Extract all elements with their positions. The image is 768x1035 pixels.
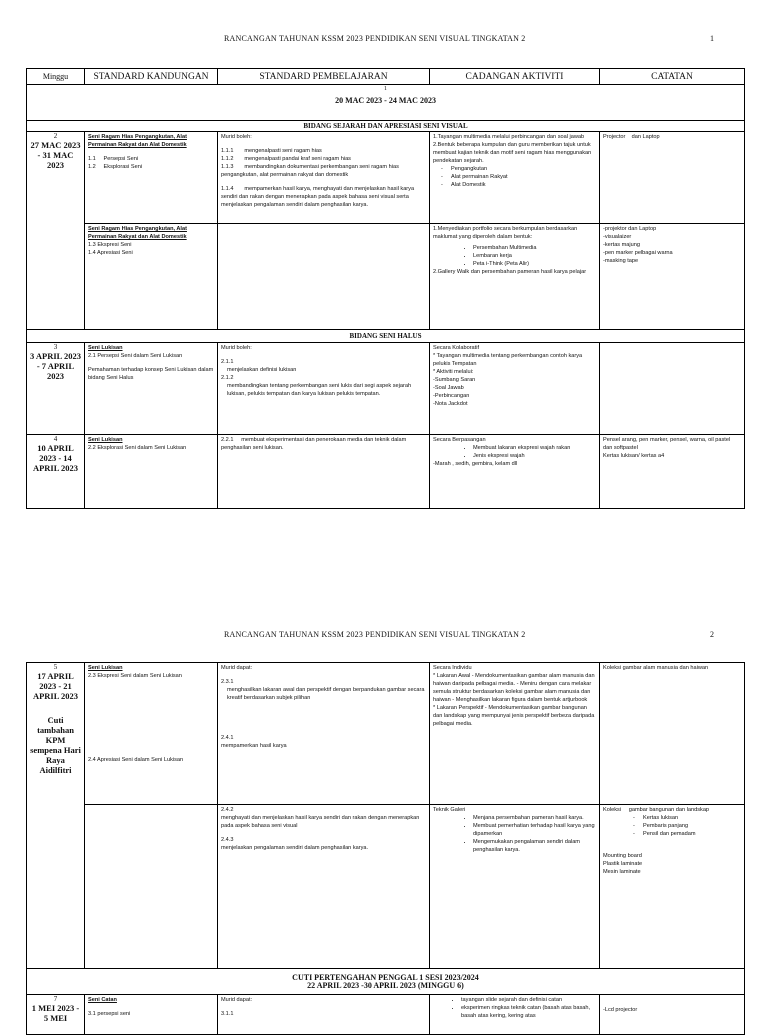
w5-sp-num: 2.3.1 bbox=[221, 679, 234, 685]
w7-sp-item: 3.1.1 bbox=[221, 1011, 234, 1017]
w3-sp-text: membandingkan tentang perkembangan seni lukis dari segi aspek sejarah lukisan, pelukis tempatan dan karya lukisan pelukis tempatan. bbox=[227, 383, 412, 397]
w3-ca-item: * Aktiviti melalui: bbox=[433, 369, 474, 375]
w7-sk-item: 3.1 persepsi seni bbox=[88, 1011, 131, 1017]
w5-sk-continued bbox=[85, 805, 218, 969]
w5-standard-kandungan bbox=[85, 663, 218, 805]
w5-sk-item: 2.3 Ekspresi Seni dalam Seni Lukisan bbox=[88, 673, 182, 679]
w4-catatan bbox=[600, 435, 745, 509]
week4-cell bbox=[27, 435, 85, 509]
w3-ca-item: -Soal Jawab bbox=[433, 385, 464, 391]
w3-sk-note: Pemahaman terhadap konsep Seni Lukisan dalam bidang Seni Halus bbox=[88, 367, 214, 381]
w5-standard-pembelajaran-a bbox=[218, 663, 430, 805]
week-marker: 1 bbox=[384, 86, 387, 92]
page-header: RANCANGAN TAHUNAN KSSM 2023 PENDIDIKAN SENI VISUAL TINGKATAN 2 bbox=[224, 34, 526, 43]
w5-ca-b-item: • Mengemukakan pengalaman sendiri dalam penghasilan karya. bbox=[473, 838, 596, 854]
w3-cadangan-aktiviti bbox=[430, 343, 600, 435]
w3-ca-item: -Nota Jackdot bbox=[433, 401, 468, 407]
w5-cat-b-item: - Kertas lukisan bbox=[643, 814, 741, 822]
week3-number: 3 bbox=[53, 343, 58, 351]
w5-cat-a: Koleksi gambar alam manusia dan haiwan bbox=[603, 665, 709, 671]
w4-ca-list-item: • Jenis ekspresi wajah bbox=[473, 452, 596, 460]
date-range: 20 MAC 2023 - 24 MAC 2023 bbox=[335, 96, 436, 105]
w2b-cat-item: -pen marker pelbagai warna bbox=[603, 250, 673, 256]
w2-catatan bbox=[600, 132, 745, 224]
w2b-standard-pembelajaran bbox=[218, 224, 430, 330]
w2-sp-head: Murid boleh: bbox=[221, 134, 252, 140]
w2b-ca-end: 2.Gallery Walk dan persembahan pameran hasil karya pelajar bbox=[433, 269, 587, 275]
week4-date: 10 APRIL 2023 - 14 APRIL 2023 bbox=[32, 443, 79, 473]
week3-cell bbox=[27, 343, 85, 435]
week5-number: 5 bbox=[53, 663, 58, 671]
w5-ca-item: * Lakaran Perspektif - Mendokumentasikan gambar bangunan dan landskap yang mempunyai jenis perspektif berbeza daripada pelbagai media. bbox=[433, 705, 595, 727]
w2-standard-kandungan bbox=[85, 132, 218, 224]
w4-cat-item: Kertas lukisan/ kertas a4 bbox=[603, 453, 665, 459]
w3-sp-head: Murid boleh: bbox=[221, 345, 252, 351]
col-minggu: Minggu bbox=[27, 69, 85, 85]
w5-cadangan-aktiviti-a bbox=[430, 663, 600, 805]
w2-ca-item: 2.Bentuk beberapa kumpulan dan guru memberikan tajuk untuk membuat kajian teknik dan motif seni ragam hias menggunakan pendekatan sejarah. bbox=[433, 142, 592, 164]
w4-standard-kandungan bbox=[85, 435, 218, 509]
w4-standard-pembelajaran bbox=[218, 435, 430, 509]
col-standard-kandungan: STANDARD KANDUNGAN bbox=[85, 69, 218, 85]
w4-sp: 2.2.1 membuat eksperimentasi dan penerokaan media dan teknik dalam penghasilan seni lukisan. bbox=[221, 437, 408, 451]
w2-ca-item: 1.Tayangan multimedia melalui perbincangan dan soal jawab bbox=[433, 134, 585, 140]
break-dates: 22 APRIL 2023 -30 APRIL 2023 (MINGGU 6) bbox=[307, 980, 464, 990]
w2b-cat-item: -projektor dan Laptop bbox=[603, 226, 657, 232]
w5-cat-c-item: Mounting board bbox=[603, 853, 642, 859]
week7-date: 1 MEI 2023 - 5 MEI bbox=[31, 1003, 80, 1023]
w5-cat-c-item: Plastik laminate bbox=[603, 861, 643, 867]
w5-ca-item: * Lakaran Awal - Mendokumentasikan gambar alam manusia dan haiwan daripada pelbagai media. - Meniru dengan cara melakar semula struktur berdasarkan koleksi gambar alam manusia dan haiwan - Menghasilkan lakaran figura dalam bentuk artjurbook bbox=[433, 673, 595, 703]
w7-standard-pembelajaran bbox=[218, 995, 430, 1035]
w7-catatan bbox=[600, 995, 745, 1035]
w3-catatan bbox=[600, 343, 745, 435]
week2-cell bbox=[27, 132, 85, 330]
w2-ca-dash: - Alat Domestik bbox=[451, 181, 596, 189]
w5-cat-b-item: - Pembaris panjang bbox=[643, 822, 741, 830]
section-seni-halus: BIDANG SENI HALUS bbox=[27, 330, 745, 343]
w5-sp-text: menghasilkan lakaran awal dan perspektif dengan berpandukan gambar secara kreatif berdasarkan subjek pilihan bbox=[227, 687, 425, 701]
page-number: 2 bbox=[710, 630, 714, 639]
week2-date: 27 MAC 2023 - 31 MAC 2023 bbox=[30, 140, 81, 170]
w5-sk-item: 2.4 Apresiasi Seni dalam Seni Lukisan bbox=[88, 757, 184, 763]
week3-date: 3 APRIL 2023 - 7 APRIL 2023 bbox=[30, 351, 82, 381]
w2b-catatan bbox=[600, 224, 745, 330]
w2-sp-item: 1.1.2 mengenalpasti pandai kraf seni ragam hias bbox=[221, 156, 351, 162]
w2b-ca-list-item: • Peta i-Think (Peta Alir) bbox=[473, 260, 596, 268]
week5-date: 17 APRIL 2023 - 21 APRIL 2023 bbox=[32, 671, 79, 701]
col-standard-pembelajaran: STANDARD PEMBELAJARAN bbox=[218, 69, 430, 85]
w4-cat-item: Pensel arang, pen marker, pensel, warna, oil pastel dan softpastel bbox=[603, 437, 731, 451]
w3-sp-num: 2.1.1 bbox=[221, 359, 234, 365]
mid-term-break-band bbox=[27, 969, 745, 995]
week5-cell bbox=[27, 663, 85, 969]
w5-catatan-b bbox=[600, 805, 745, 969]
w4-sk-title: Seni Lukisan bbox=[88, 437, 123, 443]
w2-sp-item: 1.1.1 mengenalpasti seni ragam hias bbox=[221, 148, 322, 154]
w2b-ca-list-item: • Lembaran kerja bbox=[473, 252, 596, 260]
w4-ca-end: -Marah , sedih, gembira, kelam dll bbox=[433, 461, 518, 467]
w2b-ca-list-item: • Persembahan Multimedia bbox=[473, 244, 596, 252]
week5-holiday-note: Cuti tambahan KPM sempena Hari Raya Aidilfitri bbox=[30, 715, 81, 775]
w5-ca-b-item: • Membuat pemerhatian terhadap hasil karya yang dipamerkan bbox=[473, 822, 596, 838]
w4-sk-item: 2.2 Eksplorasi Seni dalam Seni Lukisan bbox=[88, 445, 187, 451]
w2-standard-pembelajaran bbox=[218, 132, 430, 224]
plan-table-page1 bbox=[26, 68, 745, 509]
w7-standard-kandungan bbox=[85, 995, 218, 1035]
w3-sk-title: Seni Lukisan bbox=[88, 345, 123, 351]
break-title: CUTI PERTENGAHAN PENGGAL 1 SESI 2023/2024 bbox=[292, 972, 479, 982]
w2-cadangan-aktiviti bbox=[430, 132, 600, 224]
w5-cat-c-item: Mesin laminate bbox=[603, 869, 641, 875]
week2-number: 2 bbox=[53, 132, 58, 140]
week4-number: 4 bbox=[53, 435, 58, 443]
w3-ca-item: Secara Kolaboratif bbox=[433, 345, 480, 351]
w2-sk-item: 1.1 Persepsi Seni bbox=[88, 156, 139, 162]
w4-cadangan-aktiviti bbox=[430, 435, 600, 509]
w3-sp-text: menjelaskan definisi lukisan bbox=[227, 367, 297, 373]
w2-sp-item: 1.1.4 mempamerkan hasil karya, menghayati dan menjelaskan hasil karya sendiri dan rakan dengan menerapkan pada aspek bahasa seni visual serta menjelaskan pengalaman sendiri dalam penghasilan karya. bbox=[221, 186, 416, 208]
w5-ca-b-head: Teknik Galeri bbox=[433, 807, 466, 813]
w2-sp-item: 1.1.3 membandingkan dokumentasi perkembangan seni ragam hias pengangkutan, alat permainan rakyat dan domestik bbox=[221, 164, 401, 178]
w2b-cadangan-aktiviti bbox=[430, 224, 600, 330]
w7-sp-head: Murid dapat: bbox=[221, 997, 253, 1003]
w5-sp-text: mempamerkan hasil karya bbox=[221, 743, 287, 749]
w5-sp-num: 2.4.3 bbox=[221, 837, 234, 843]
w5-ca-b-item: • Menjana persembahan pameran hasil karya. bbox=[473, 814, 596, 822]
w5-ca-item: Secara Individu bbox=[433, 665, 472, 671]
w2b-sk-item: 1.3 Ekspresi Seni bbox=[88, 242, 132, 248]
section-sejarah: BIDANG SEJARAH DAN APRESIASI SENI VISUAL bbox=[27, 121, 745, 132]
w3-ca-item: * Tayangan multimedia tentang perkembangan contoh karya pelukis Tempatan bbox=[433, 353, 583, 367]
week7-cell bbox=[27, 995, 85, 1035]
page-number: 1 bbox=[710, 34, 714, 43]
w2-ca-dash: - Pengangkutan bbox=[451, 165, 596, 173]
w5-cat-b-item: - Pensil dan pemadam bbox=[643, 830, 741, 838]
w2b-cat-item: -visualaizer bbox=[603, 234, 632, 240]
col-catatan: CATATAN bbox=[600, 69, 745, 85]
col-cadangan-aktiviti: CADANGAN AKTIVITI bbox=[430, 69, 600, 85]
w3-ca-item: -Perbincangan bbox=[433, 393, 470, 399]
w5-cat-b-head: Koleksi gambar bangunan dan landskap bbox=[603, 807, 710, 813]
w2-sk-item: 1.2 Eksplorasi Seni bbox=[88, 164, 143, 170]
w5-sp-text: menjelaskan pengalaman sendiri dalam penghasilan karya. bbox=[221, 845, 369, 851]
w5-sk-title: Seni Lukisan bbox=[88, 665, 123, 671]
w7-cat: -Lcd projector bbox=[603, 1007, 638, 1013]
w7-ca-item: • eksperimen ringkas teknik catan (basah atas basah, basah atas kering, kering atas bbox=[461, 1004, 596, 1020]
w4-ca-head: Secara Berpasangan bbox=[433, 437, 486, 443]
w5-sp-num: 2.4.1 bbox=[221, 735, 234, 741]
w3-sk-item: 2.1 Persepsi Seni dalam Seni Lukisan bbox=[88, 353, 183, 359]
w5-sp-head: Murid dapat: bbox=[221, 665, 253, 671]
w2b-standard-kandungan bbox=[85, 224, 218, 330]
w2b-cat-item: -kertas majung bbox=[603, 242, 640, 248]
plan-table-page2 bbox=[26, 662, 745, 1035]
w5-sp-text: menghayati dan menjelaskan hasil karya sendiri dan rakan dengan menerapkan pada aspek bahasa seni visual bbox=[221, 815, 420, 829]
w2b-sk-item: 1.4 Apresiasi Seni bbox=[88, 250, 133, 256]
w4-ca-list-item: • Membuat lakaran ekspresi wajah rakan bbox=[473, 444, 596, 452]
w2-ca-dash: - Alat permainan Rakyat bbox=[451, 173, 596, 181]
w2b-cat-item: -masking tape bbox=[603, 258, 639, 264]
page-header: RANCANGAN TAHUNAN KSSM 2023 PENDIDIKAN SENI VISUAL TINGKATAN 2 bbox=[224, 630, 526, 639]
w3-standard-pembelajaran bbox=[218, 343, 430, 435]
w2b-ca-intro: 1.Menyediakan portfolio secara berkumpulan berdasarkan maklumat yang diperoleh dalam bentuk: bbox=[433, 226, 578, 240]
w7-ca-item: • tayangan slide sejarah dan definisi catan bbox=[461, 996, 596, 1004]
w2b-sk-title: Seni Ragam Hias Pengangkutan, Alat Permainan Rakyat dan Alat Domestik bbox=[88, 226, 187, 240]
w3-ca-item: -Sumbang Saran bbox=[433, 377, 476, 383]
w2-cat: Projector dan Laptop bbox=[603, 134, 660, 140]
w3-sp-num: 2.1.2 bbox=[221, 375, 234, 381]
w5-catatan-a bbox=[600, 663, 745, 805]
w5-standard-pembelajaran-b bbox=[218, 805, 430, 969]
w5-cadangan-aktiviti-b bbox=[430, 805, 600, 969]
week1-date-band bbox=[27, 85, 745, 121]
week7-number: 7 bbox=[53, 995, 58, 1003]
w7-cadangan-aktiviti bbox=[430, 995, 600, 1035]
w2-sk-title: Seni Ragam Hias Pengangkutan, Alat Permainan Rakyat dan Alat Domestik bbox=[88, 134, 187, 148]
w7-sk-title: Seni Catan bbox=[88, 997, 117, 1003]
w5-sp-num: 2.4.2 bbox=[221, 807, 234, 813]
w3-standard-kandungan bbox=[85, 343, 218, 435]
